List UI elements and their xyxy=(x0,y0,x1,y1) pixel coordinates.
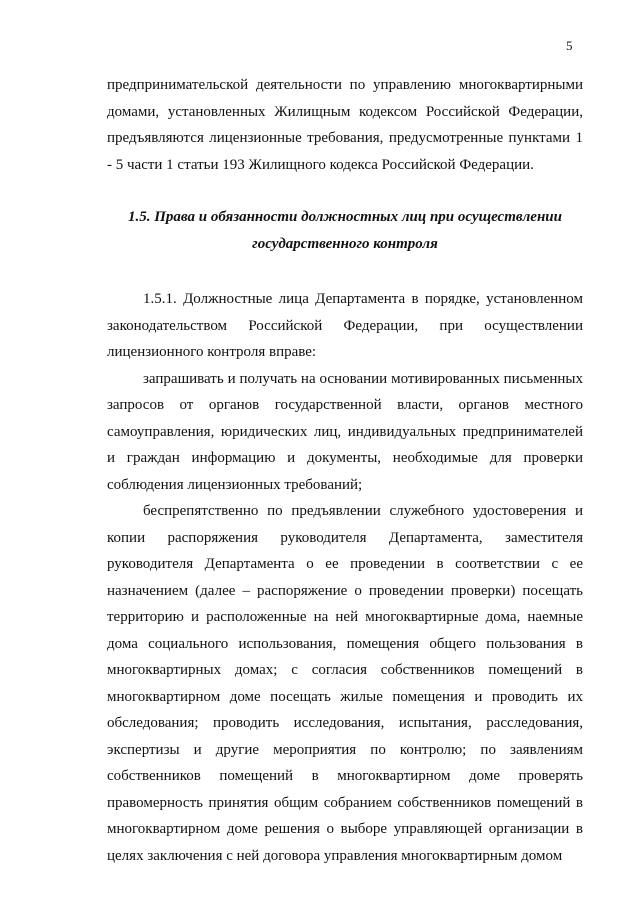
intro-paragraph: предпринимательской деятельности по управлению многоквартирными домами, установленных Жилищным кодексом Российской Федерации, предъявляются лицензионные требования, предусмотренные пунктами 1 - 5 части 1 статьи 193 Жилищного кодекса Российской Федерации. xyxy=(107,77,583,173)
paragraph-1-5-1: 1.5.1. Должностные лица Департамента в порядке, установленном законодательством Российской Федерации, при осуществлении лицензионного контроля вправе: xyxy=(107,291,583,360)
paragraph-unimpeded-access: беспрепятственно по предъявлении служебного удостоверения и копии распоряжения руководителя Департамента, заместителя руководителя Департамента о ее проведении в соответствии с ее назначением (далее – распоряжение о проведении проверки) посещать территорию и расположенные на ней многоквартирные дома, наемные дома социального использования, помещения общего пользования в многоквартирных домах; с согласия собственников помещений в многоквартирном доме посещать жилые помещения и проводить их обследования; проводить исследования, испытания, расследования, экспертизы и другие мероприятия по контролю; по заявлениям собственников помещений в многоквартирном доме проверять правомерность принятия общим собранием собственников помещений в многоквартирном доме решения о выборе управляющей организации в целях заключения с ней договора управления многоквартирным домом xyxy=(107,503,583,864)
paragraph-request-info: запрашивать и получать на основании мотивированных письменных запросов от органов государственной власти, органов местного самоуправления, юридических лиц, индивидуальных предпринимателей и граждан информацию и документы, необходимые для проверки соблюдения лицензионных требований; xyxy=(107,370,583,493)
section-heading-line-2: государственного контроля xyxy=(252,236,438,252)
section-heading xyxy=(107,204,583,258)
document-body xyxy=(107,72,583,869)
section-heading-line-1: 1.5. Права и обязанности должностных лиц при осуществлении xyxy=(128,209,562,225)
page-number: 5 xyxy=(566,38,573,53)
